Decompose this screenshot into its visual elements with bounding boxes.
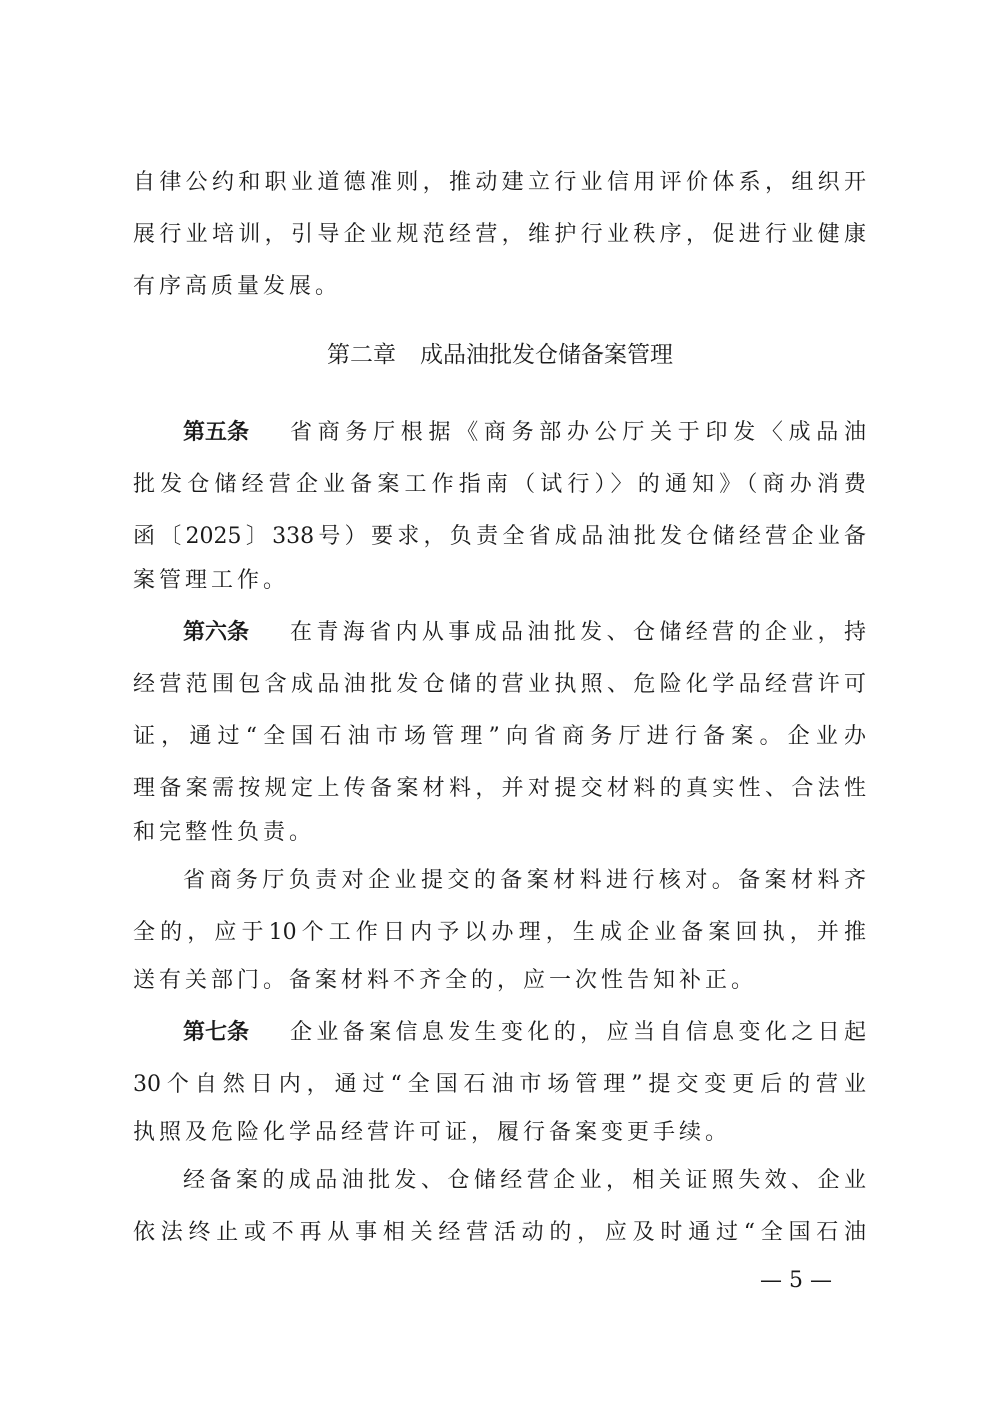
text-line: 省商务厅负责对企业提交的备案材料进行核对。备案材料齐 bbox=[183, 868, 866, 893]
text-line: 全的，应于10个工作日内予以办理，生成企业备案回执，并推 bbox=[133, 920, 866, 945]
chapter-title: 成品油批发仓储备案管理 bbox=[420, 342, 673, 368]
text-line: 30个自然日内，通过“全国石油市场管理”提交变更后的营业 bbox=[133, 1072, 866, 1097]
chapter-number: 第二章 bbox=[327, 342, 396, 368]
text-line: 经营范围包含成品油批发仓储的营业执照、危险化学品经营许可 bbox=[133, 672, 866, 697]
text-line: 省商务厅根据《商务部办公厅关于印发〈成品油 bbox=[290, 420, 866, 445]
text-line: 自律公约和职业道德准则，推动建立行业信用评价体系，组织开 bbox=[133, 170, 866, 195]
text-line: 和完整性负责。 bbox=[133, 820, 316, 845]
text-line: 在青海省内从事成品油批发、仓储经营的企业，持 bbox=[290, 620, 866, 645]
text-line: 函〔2025〕338号）要求，负责全省成品油批发仓储经营企业备 bbox=[133, 524, 866, 549]
article-label: 第六条 bbox=[183, 620, 250, 645]
chapter-heading bbox=[0, 341, 1000, 369]
text-line: 送有关部门。备案材料不齐全的，应一次性告知补正。 bbox=[133, 968, 758, 993]
text-line: 有序高质量发展。 bbox=[133, 274, 342, 299]
text-line: 批发仓储经营企业备案工作指南（试行）〉的通知》（商办消费 bbox=[133, 472, 866, 497]
text-line: 经备案的成品油批发、仓储经营企业，相关证照失效、企业 bbox=[183, 1168, 866, 1193]
article-label: 第七条 bbox=[183, 1020, 250, 1045]
page-number: — 5 — bbox=[760, 1268, 832, 1293]
text-line: 证，通过“全国石油市场管理”向省商务厅进行备案。企业办 bbox=[133, 724, 866, 749]
text-line: 企业备案信息发生变化的，应当自信息变化之日起 bbox=[290, 1020, 866, 1045]
text-line: 展行业培训，引导企业规范经营，维护行业秩序，促进行业健康 bbox=[133, 222, 866, 247]
text-line: 依法终止或不再从事相关经营活动的，应及时通过“全国石油 bbox=[133, 1220, 866, 1245]
text-line: 执照及危险化学品经营许可证，履行备案变更手续。 bbox=[133, 1120, 732, 1145]
article-label: 第五条 bbox=[183, 420, 250, 445]
text-line: 理备案需按规定上传备案材料，并对提交材料的真实性、合法性 bbox=[133, 776, 866, 801]
text-line: 案管理工作。 bbox=[133, 568, 290, 593]
